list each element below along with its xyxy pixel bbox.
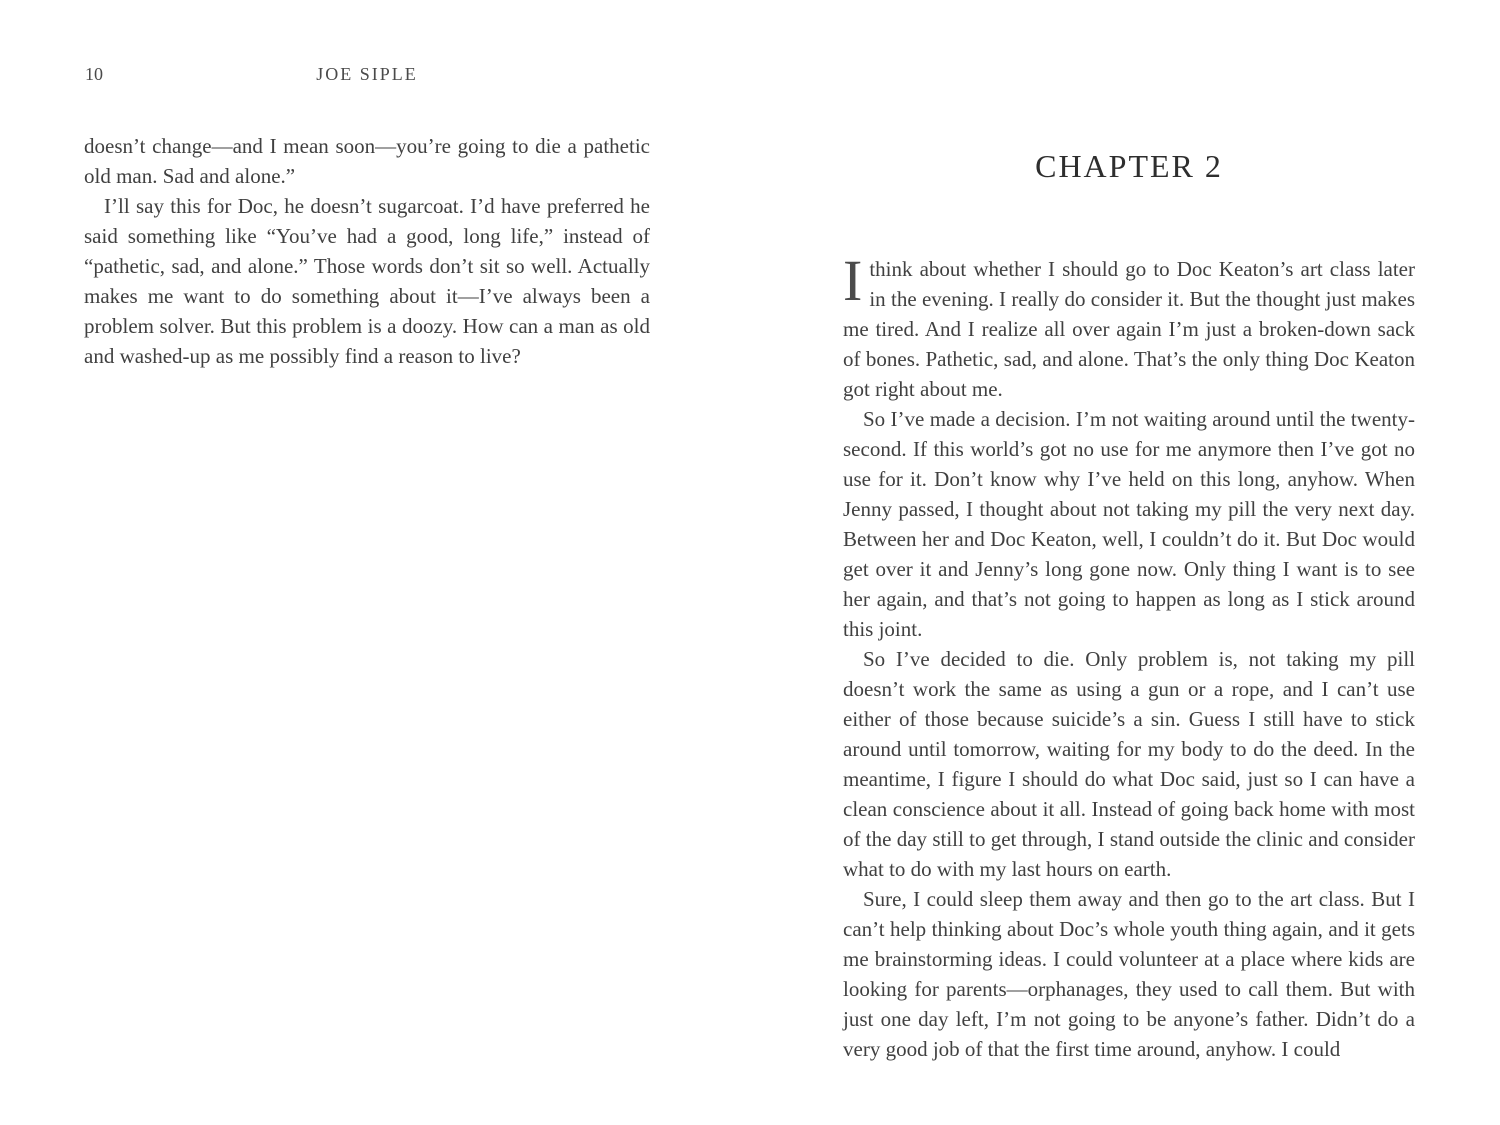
opening-paragraph-text: think about whether I should go to Doc Keaton’s art class later in the evening. I really do consider it. But the thought just makes me tired. And I realize all over again I’m just a broken-down sack of bones. Pathetic, sad, and alone. That’s the only thing Doc Keaton got right about me. [843, 257, 1415, 401]
left-page-body [84, 131, 650, 371]
right-page-body [843, 248, 1415, 1064]
paragraph: So I’ve decided to die. Only problem is, not taking my pill doesn’t work the same as using a gun or a rope, and I can’t use either of those because suicide’s a sin. Guess I still have to stick around until tomorrow, waiting for my body to do the deed. In the meantime, I figure I should do what Doc said, just so I can have a clean conscience about it all. Instead of going back home with most of the day still to get through, I stand outside the clinic and consider what to do with my last hours on earth. [843, 647, 1415, 881]
drop-cap: I [843, 248, 863, 313]
opening-paragraph [843, 248, 1415, 404]
paragraph: So I’ve made a decision. I’m not waiting around until the twenty-second. If this world’s got no use for me anymore then I’ve got no use for it. Don’t know why I’ve held on this long, anyhow. When Jenny passed, I thought about not taking my pill the very next day. Between her and Doc Keaton, well, I couldn’t do it. But Doc would get over it and Jenny’s long gone now. Only thing I want is to see her again, and that’s not going to happen as long as I stick around this joint. [843, 407, 1415, 641]
paragraph: doesn’t change—and I mean soon—you’re going to die a pathetic old man. Sad and alone.” [84, 134, 650, 188]
paragraph: Sure, I could sleep them away and then go to the art class. But I can’t help thinking about Doc’s whole youth thing again, and it gets me brainstorming ideas. I could volunteer at a place where kids are looking for parents—orphanages, they used to call them. But with just one day left, I’m not going to be anyone’s father. Didn’t do a very good job of that the first time around, anyhow. I could [843, 887, 1415, 1061]
page-number: 10 [85, 64, 103, 84]
left-page [84, 0, 650, 1125]
right-page [843, 0, 1415, 1125]
paragraph: I’ll say this for Doc, he doesn’t sugarcoat. I’d have preferred he said something like “You’ve had a good, long life,” instead of “pathetic, sad, and alone.” Those words don’t sit so well. Actually makes me want to do something about it—I’ve always been a problem solver. But this problem is a doozy. How can a man as old and washed-up as me possibly find a reason to live? [84, 194, 650, 368]
running-head-author: JOE SIPLE [316, 64, 418, 84]
chapter-title: CHAPTER 2 [1035, 148, 1223, 184]
left-page-running-header [84, 63, 650, 85]
